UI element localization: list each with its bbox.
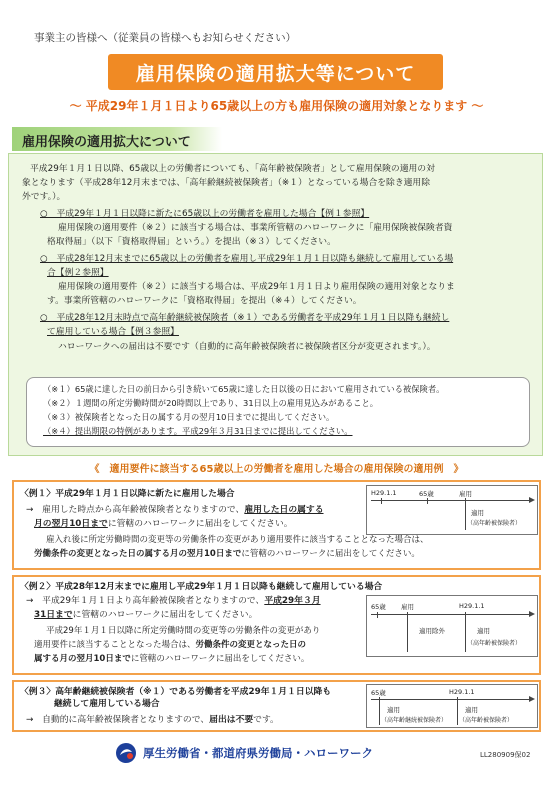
example-3-title-2: 継続して雇用している場合 bbox=[54, 699, 160, 709]
example-1-title: 〈例１〉平成29年１月１日以降に新たに雇用した場合 bbox=[20, 489, 235, 499]
tl1-insured-label: （高年齢被保険者） bbox=[467, 520, 522, 527]
footer-code: LL280909保02 bbox=[480, 751, 531, 759]
tl3-h29-label: H29.1.1 bbox=[449, 688, 475, 696]
example-3-text-end: です。 bbox=[253, 715, 279, 725]
tl3-axis bbox=[371, 699, 533, 700]
tl2-axis bbox=[371, 614, 533, 615]
tl2-tick-h29 bbox=[465, 612, 466, 652]
tl2-tick-hire bbox=[407, 612, 408, 652]
item2-body-line-1: 雇用保険の適用要件（※２）に該当する場合は、平成29年１月１日より雇用保険の適用対象となりま bbox=[58, 282, 455, 292]
ministry-logo-icon bbox=[115, 742, 137, 764]
tl1-hire-label: 雇用 bbox=[459, 490, 472, 498]
example-1-text-4: に管轄のハローワークに届出をしてください。 bbox=[241, 549, 420, 559]
item3-body: ハローワークへの届出は不要です（自動的に高年齢被保険者に被保険者区分が変更されます。）。 bbox=[58, 342, 436, 352]
example-2-text-2: に管轄のハローワークに届出をしてください。 bbox=[72, 610, 258, 620]
example-2-timeline bbox=[366, 595, 538, 657]
page-title: 雇用保険の適用拡大等について bbox=[135, 62, 416, 85]
item1-body-line-1: 雇用保険の適用要件（※２）に該当する場合は、事業所管轄のハローワークに「雇用保険被保険者資 bbox=[58, 223, 453, 233]
example-1-box bbox=[12, 480, 541, 570]
example-3-title: 〈例３〉高年齢継続被保険者（※１）である労働者を平成29年１月１日以降も bbox=[20, 687, 332, 697]
tl2-arrow bbox=[529, 611, 535, 617]
tl1-axis bbox=[371, 500, 533, 501]
tl3-applied-b-label: 適用 bbox=[465, 706, 478, 714]
example-2-title: 〈例２〉平成28年12月末までに雇用し平成29年１月１日以降も継続して雇用している場合 bbox=[20, 582, 383, 592]
tl1-tick-65 bbox=[427, 498, 428, 504]
audience-line: 事業主の皆様へ（従業員の皆様へもお知らせください） bbox=[34, 32, 297, 44]
example-2-line-5 bbox=[34, 653, 309, 666]
example-2-text: → 平成29年１月１日より高年齢被保険者となりますので、 bbox=[26, 596, 265, 606]
tl2-age65-label: 65歳 bbox=[371, 603, 386, 611]
example-2-deadline: 平成29年３月 bbox=[264, 596, 321, 606]
tl3-continued-label: （高年齢継続被保険者） bbox=[381, 717, 448, 724]
tl1-tick-hire bbox=[465, 498, 466, 530]
tl2-h29-label: H29.1.1 bbox=[459, 602, 485, 610]
tl1-applied-label: 適用 bbox=[471, 509, 484, 517]
example-1-line-3: 雇入れ後に所定労働時間の変更等の労働条件の変更があり適用要件に該当することとなった場合は、 bbox=[46, 535, 429, 545]
example-2-line-2 bbox=[34, 609, 257, 622]
example-2-text-5: に管轄のハローワークに届出をしてください。 bbox=[130, 654, 310, 664]
example-2-box bbox=[12, 575, 541, 675]
example-2-line-4 bbox=[34, 639, 306, 652]
example-2-deadline-4: 属する月の翌月10日まで bbox=[34, 654, 131, 664]
tl3-tick-h29 bbox=[457, 697, 458, 725]
intro-line-3: 外です。）。 bbox=[22, 192, 66, 202]
tl3-applied-a-label: 適用 bbox=[387, 706, 400, 714]
example-1-deadline: 雇用した日の属する bbox=[244, 505, 324, 515]
item3-heading-line-2: て雇用している場合【例３参照】 bbox=[47, 327, 179, 337]
note-3: （※３）被保険者となった日の属する月の翌月10日までに提出してください。 bbox=[43, 412, 335, 422]
tl2-excluded-label: 適用除外 bbox=[419, 627, 445, 635]
tl1-tick-h29 bbox=[381, 498, 382, 504]
note-4: （※４）提出期限の特例があります。平成29年３月31日までに提出してください。 bbox=[43, 426, 353, 436]
example-1-line-4 bbox=[34, 548, 420, 561]
example-1-line-1 bbox=[26, 504, 324, 517]
example-2-line-1 bbox=[26, 595, 321, 608]
item1-heading: ○ 平成29年１月１日以降に新たに65歳以上の労働者を雇用した場合【例１参照】 bbox=[40, 209, 370, 219]
tl3-age65-label: 65歳 bbox=[371, 689, 386, 697]
example-1-line-2 bbox=[34, 518, 293, 531]
example-3-line-1 bbox=[26, 714, 279, 727]
example-1-text-2: に管轄のハローワークに届出をしてください。 bbox=[107, 519, 293, 529]
example-3-no-filing: 届出は不要 bbox=[209, 715, 254, 725]
intro-line-2: 象となります（平成28年12月末までは、「高年齢継続被保険者」（※１）となっている場合を除き適用除 bbox=[22, 178, 431, 188]
example-1-text: → 雇用した時点から高年齢被保険者となりますので、 bbox=[26, 505, 245, 515]
page-subtitle: ～ 平成29年１月１日より65歳以上の方も雇用保険の適用対象となります ～ bbox=[69, 99, 484, 113]
note-1: （※１）65歳に達した日の前日から引き続いて65歳に達した日以後の日において雇用されている被保険者。 bbox=[43, 384, 445, 394]
item3-heading-line-1: ○ 平成28年12月末時点で高年齢継続被保険者（※１）である労働者を平成29年１月１日以降も継続し bbox=[40, 313, 450, 323]
tl1-h29-label: H29.1.1 bbox=[371, 489, 397, 497]
section-heading: 雇用保険の適用拡大について bbox=[22, 135, 191, 150]
section-heading-bar bbox=[12, 127, 222, 151]
title-banner bbox=[108, 54, 443, 90]
tl1-age65-label: 65歳 bbox=[419, 490, 434, 498]
example-3-box bbox=[12, 680, 541, 732]
tl2-hire-label: 雇用 bbox=[401, 603, 414, 611]
example-1-timeline bbox=[366, 485, 538, 535]
example-3-timeline bbox=[366, 684, 538, 728]
item2-heading-line-1: ○ 平成28年12月末までに65歳以上の労働者を雇用し平成29年１月１日以降も継続して雇用している場 bbox=[40, 254, 454, 264]
example-2-deadline-2: 31日まで bbox=[34, 610, 73, 620]
item2-heading-line-2: 合【例２参照】 bbox=[47, 268, 109, 278]
tl3-arrow bbox=[529, 696, 535, 702]
example-1-deadline-3: 労働条件の変更となった日の属する月の翌月10日まで bbox=[34, 549, 242, 559]
item1-body-line-2: 格取得届」（以下「資格取得届」という。）を提出（※３）してください。 bbox=[47, 237, 336, 247]
intro-line-1: 平成29年１月１日以降、65歳以上の労働者についても、「高年齢被保険者」として雇用保険の適用の対 bbox=[30, 164, 435, 174]
notes-box bbox=[26, 377, 530, 447]
tl3-insured-label: （高年齢被保険者） bbox=[459, 717, 514, 724]
tl3-tick-65 bbox=[379, 697, 380, 725]
tl2-applied-label: 適用 bbox=[477, 627, 490, 635]
note-2: （※２）１週間の所定労働時間が20時間以上であり、31日以上の雇用見込みがあること。 bbox=[43, 398, 379, 408]
footer-organization: 厚生労働省・都道府県労働局・ハローワーク bbox=[143, 746, 373, 760]
examples-heading: 《 適用要件に該当する65歳以上の労働者を雇用した場合の雇用保険の適用例 》 bbox=[89, 464, 464, 475]
item2-body-line-2: す。事業所管轄のハローワークに「資格取得届」を提出（※４）してください。 bbox=[47, 296, 362, 306]
example-3-text: → 自動的に高年齢被保険者となりますので、 bbox=[26, 715, 210, 725]
example-2-text-4: 適用要件に該当することとなった場合は、 bbox=[34, 640, 196, 650]
example-2-line-3: 平成29年１月１日以降に所定労働時間の変更等の労働条件の変更があり bbox=[46, 626, 321, 636]
tl1-arrow bbox=[529, 497, 535, 503]
tl2-tick-65 bbox=[377, 612, 378, 618]
tl2-insured-label: （高年齢被保険者） bbox=[467, 640, 522, 647]
example-2-deadline-3: 労働条件の変更となった日の bbox=[195, 640, 307, 650]
example-1-deadline-2: 月の翌月10日まで bbox=[34, 519, 108, 529]
